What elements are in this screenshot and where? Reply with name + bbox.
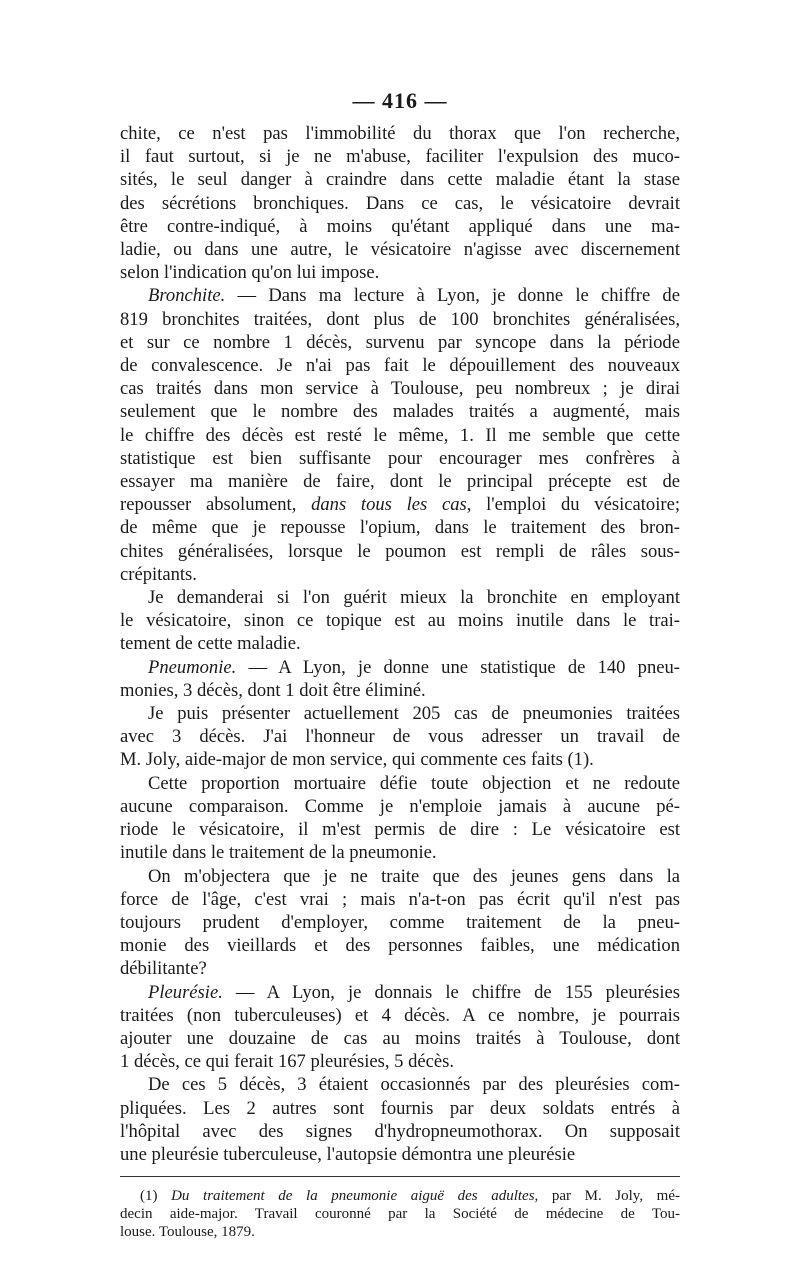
text-line: ladie, ou dans une autre, le vésicatoire n'agisse avec discernement bbox=[120, 239, 680, 261]
text-line: aucune comparaison. Comme je n'emploie jamais à aucune pé- bbox=[120, 795, 680, 817]
text-line: toujours prudent d'employer, comme traitement de la pneu- bbox=[120, 911, 680, 933]
text-line: statistique est bien suffisante pour encourager mes confrères à bbox=[120, 447, 680, 469]
text-line: On m'objectera que je ne traite que des jeunes gens dans la bbox=[148, 865, 680, 887]
text-line: chites généralisées, lorsque le poumon est rempli de râles sous- bbox=[120, 540, 680, 562]
text-line: Cette proportion mortuaire défie toute objection et ne redoute bbox=[148, 772, 680, 794]
footnote-line: decin aide-major. Travail couronné par la Société de médecine de Tou- bbox=[120, 1206, 680, 1223]
text-line: de convalescence. Je n'ai pas fait le dépouillement des nouveaux bbox=[120, 355, 680, 377]
text-line: avec 3 décès. J'ai l'honneur de vous adresser un travail de bbox=[120, 726, 680, 748]
text-line: Je demanderai si l'on guérit mieux la bronchite en employant bbox=[148, 587, 680, 609]
text-line: force de l'âge, c'est vrai ; mais n'a-t-on pas écrit qu'il n'est pas bbox=[120, 888, 680, 910]
text-line: traitées (non tuberculeuses) et 4 décès. A ce nombre, je pourrais bbox=[120, 1004, 680, 1026]
text-line: De ces 5 décès, 3 étaient occasionnés par des pleurésies com- bbox=[148, 1074, 680, 1096]
text-line: monie des vieillards et des personnes faibles, une médication bbox=[120, 935, 680, 957]
text-line: riode le vésicatoire, il m'est permis de dire : Le vésicatoire est bbox=[120, 819, 680, 841]
text-line: inutile dans le traitement de la pneumonie. bbox=[120, 842, 437, 864]
text-line: Pleurésie. — A Lyon, je donnais le chiffre de 155 pleurésies bbox=[148, 981, 680, 1003]
text-line: l'hôpital avec des signes d'hydropneumothorax. On supposait bbox=[120, 1120, 680, 1142]
text-line: Je puis présenter actuellement 205 cas de pneumonies traitées bbox=[148, 703, 680, 725]
text-line: 819 bronchites traitées, dont plus de 100 bronchites généralisées, bbox=[120, 308, 680, 330]
text-line: de même que je repousse l'opium, dans le traitement des bron- bbox=[120, 517, 680, 539]
footnote bbox=[120, 1187, 680, 1241]
footnote-divider bbox=[120, 1176, 680, 1177]
text-line: Bronchite. — Dans ma lecture à Lyon, je donne le chiffre de bbox=[148, 285, 680, 307]
text-line: essayer ma manière de faire, dont le principal précepte est de bbox=[120, 471, 680, 493]
text-line: débilitante? bbox=[120, 958, 207, 980]
footnote-line: (1) Du traitement de la pneumonie aiguë des adultes, par M. Joly, mé- bbox=[140, 1188, 680, 1205]
text-line: M. Joly, aide-major de mon service, qui commente ces faits (1). bbox=[120, 749, 594, 771]
text-line: monies, 3 décès, dont 1 doit être éliminé. bbox=[120, 679, 426, 701]
text-line: ajouter une douzaine de cas au moins traités à Toulouse, dont bbox=[120, 1027, 680, 1049]
book-page bbox=[120, 88, 680, 1241]
text-line: crépitants. bbox=[120, 563, 197, 585]
text-line: chite, ce n'est pas l'immobilité du thorax que l'on recherche, bbox=[120, 123, 680, 144]
body-text bbox=[120, 122, 680, 1166]
page-number: — 416 — bbox=[352, 88, 448, 113]
text-line: 1 décès, ce qui ferait 167 pleurésies, 5 décès. bbox=[120, 1051, 455, 1073]
text-line: sités, le seul danger à craindre dans cette maladie étant la stase bbox=[120, 169, 680, 191]
text-line: tement de cette maladie. bbox=[120, 633, 301, 655]
text-line: pliquées. Les 2 autres sont fournis par deux soldats entrés à bbox=[120, 1097, 680, 1119]
footnote-line: louse. Toulouse, 1879. bbox=[120, 1224, 255, 1241]
text-line: selon l'indication qu'on lui impose. bbox=[120, 262, 380, 284]
text-line: le vésicatoire, sinon ce topique est au moins inutile dans le trai- bbox=[120, 610, 680, 632]
text-line: Pneumonie. — A Lyon, je donne une statistique de 140 pneu- bbox=[148, 656, 680, 678]
text-line: et sur ce nombre 1 décès, survenu par syncope dans la période bbox=[120, 331, 680, 353]
text-line: il faut surtout, si je ne m'abuse, faciliter l'expulsion des muco- bbox=[120, 146, 680, 168]
text-line: cas traités dans mon service à Toulouse, peu nombreux ; je dirai bbox=[120, 378, 680, 400]
text-line: repousser absolument, dans tous les cas, l'emploi du vésicatoire; bbox=[120, 494, 681, 516]
text-line: seulement que le nombre des malades traités a augmenté, mais bbox=[120, 401, 680, 423]
text-line: le chiffre des décès est resté le même, 1. Il me semble que cette bbox=[120, 424, 680, 446]
text-line: des sécrétions bronchiques. Dans ce cas, le vésicatoire devrait bbox=[120, 192, 680, 214]
text-line: être contre-indiqué, à moins qu'étant appliqué dans une ma- bbox=[120, 215, 680, 237]
text-line: une pleurésie tuberculeuse, l'autopsie démontra une pleurésie bbox=[120, 1143, 576, 1165]
